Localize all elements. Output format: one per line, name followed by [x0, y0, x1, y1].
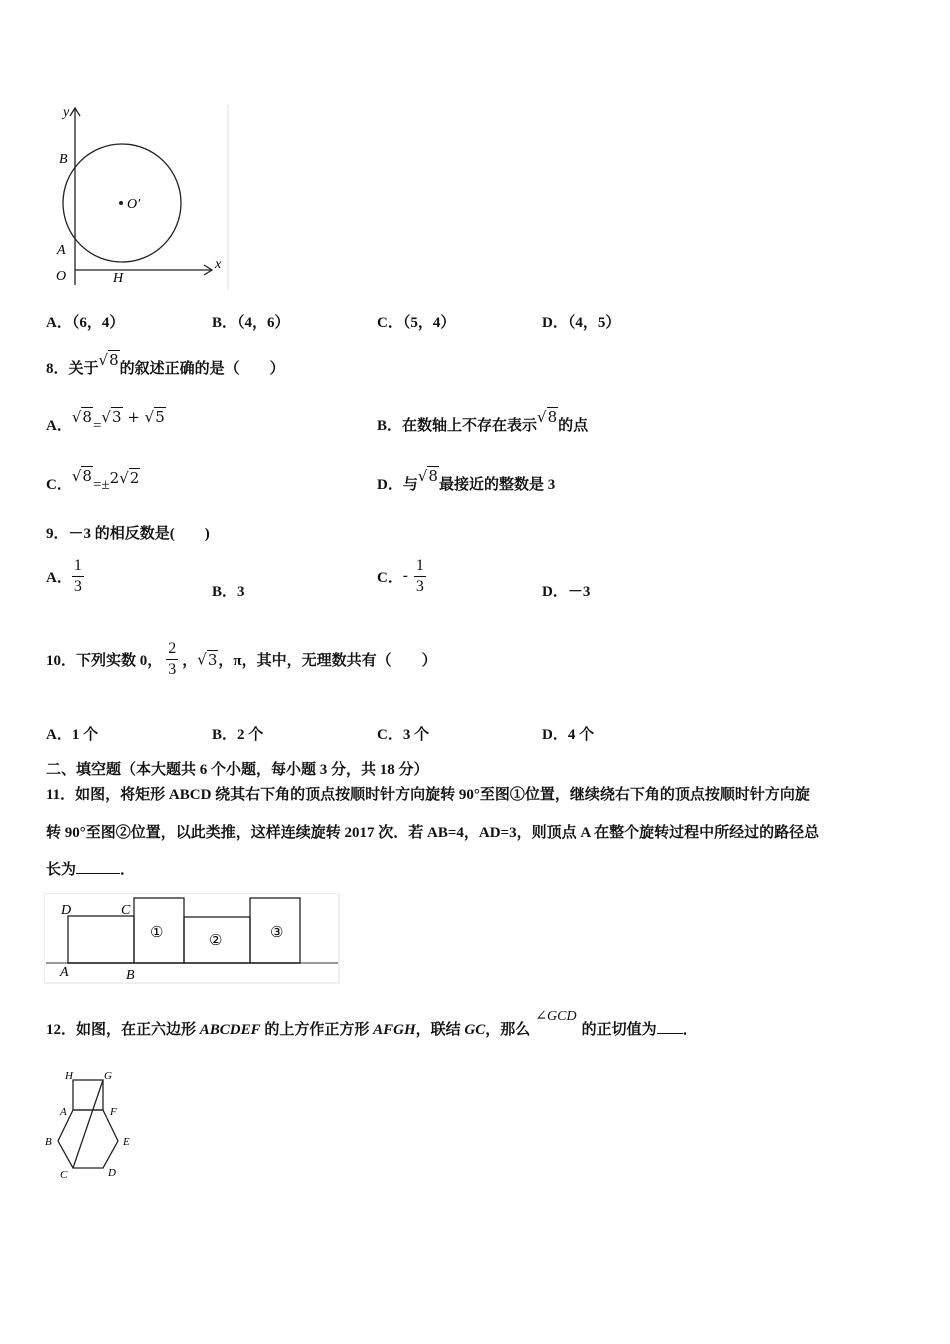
q8-option-c: C．√8=±2√2: [46, 467, 140, 493]
label-C: C: [121, 903, 131, 918]
q10-stem: 10．下列实数 0， $\frac{2}{3}$ ，√3，π，其中，无理数共有（ ）: [46, 640, 437, 678]
label-D: D: [108, 1167, 116, 1179]
q10-option-c: C．3 个: [377, 727, 430, 743]
q8-option-b: B．在数轴上不存在表示√8的点: [377, 408, 589, 434]
label-B: B: [59, 152, 68, 167]
q10-option-a: A．1 个: [46, 727, 99, 743]
q8-stem: 8．关于√8的叙述正确的是（ ）: [46, 351, 285, 377]
q9-option-b: B．3: [212, 584, 245, 600]
label-D: D: [61, 903, 72, 918]
figure-q11-rotating-rectangle: [44, 893, 340, 985]
figure-q12-hexagon-square: [40, 1064, 140, 1184]
answer-blank[interactable]: [76, 861, 120, 874]
answer-blank[interactable]: [657, 1021, 683, 1034]
label-H: H: [113, 271, 124, 286]
section-heading-fill-in: 二、填空题（本大题共 6 个小题，每小题 3 分，共 18 分）: [46, 762, 429, 778]
label-x: x: [215, 257, 222, 272]
figure-q7-circle: [40, 100, 240, 295]
label-circled-3: ③: [270, 925, 284, 941]
q7-option-a: A．（6，4）: [46, 315, 125, 331]
label-G: G: [104, 1070, 112, 1082]
q10-option-d: D．4 个: [542, 727, 595, 743]
q11-line2: 转 90°至图②位置，以此类推，这样连续旋转 2017 次．若 AB=4，AD=3，则顶点 A 在整个旋转过程中所经过的路径总: [46, 825, 820, 841]
angle-gcd: ∠GCD: [535, 1009, 577, 1024]
label-O-prime: O′: [127, 197, 141, 212]
center-dot: [119, 201, 123, 205]
label-B: B: [126, 968, 135, 983]
q11-line3: 长为 ．: [46, 862, 136, 878]
figure-border: [44, 893, 339, 983]
label-A: A: [57, 243, 66, 258]
label-B: B: [45, 1136, 52, 1148]
label-circled-1: ①: [150, 925, 164, 941]
label-A: A: [60, 965, 69, 980]
label-y: y: [63, 105, 70, 120]
q12-stem: 12．如图，在正六边形 ABCDEF 的上方作正方形 AFGH，联结 GC，那么∠GCD的正切值为 ．: [46, 1009, 698, 1038]
q8-option-a: A．√8=√3 + √5: [46, 408, 165, 434]
hexagon-abcdef: [58, 1110, 118, 1168]
q10-option-b: B．2 个: [212, 727, 264, 743]
label-C: C: [60, 1169, 68, 1181]
q9-stem: 9．－3 的相反数是( ): [46, 526, 210, 542]
q9-option-a: A． $\frac{1}{3}$: [46, 557, 82, 595]
label-F: F: [110, 1106, 117, 1118]
q7-option-d: D．（4，5）: [542, 315, 621, 331]
label-A: A: [60, 1106, 67, 1118]
q8-option-d: D．与√8最接近的整数是 3: [377, 467, 556, 493]
label-H: H: [65, 1070, 73, 1082]
q9-option-d: D．－3: [542, 584, 591, 600]
label-circled-2: ②: [209, 933, 223, 949]
label-E: E: [123, 1136, 130, 1148]
label-O: O: [56, 269, 67, 284]
q9-option-c: C．- $\frac{1}{3}$: [377, 557, 424, 595]
segment-gc: [73, 1080, 103, 1168]
q7-option-b: B．（4，6）: [212, 315, 290, 331]
q7-option-c: C．（5，4）: [377, 315, 456, 331]
q11-line1: 11．如图，将矩形 ABCD 绕其右下角的顶点按顺时针方向旋转 90°至图①位置，继续绕右下角的顶点按顺时针方向旋: [46, 787, 810, 803]
